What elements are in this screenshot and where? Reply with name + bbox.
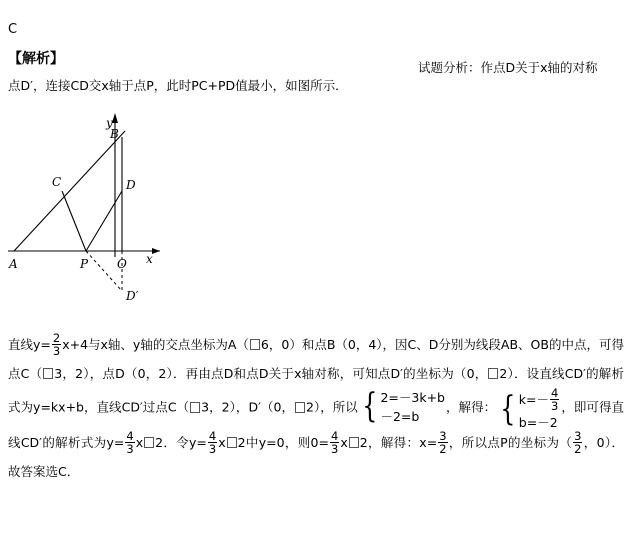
text-seg-18: ，所以点P的坐 (448, 435, 534, 450)
fraction-denominator: 3 (208, 442, 217, 456)
analysis-line-2: 点D′，连接CD交x轴于点P，此时PC+PD值最小，如图所示． (8, 78, 348, 93)
solution-system (497, 386, 560, 431)
text-seg-14: x (218, 435, 226, 450)
fraction-denominator: 3 (52, 344, 61, 358)
text-seg-15: 2中y=0，则0= (237, 435, 329, 450)
equation-line-1: 2=－3k+b (380, 390, 445, 405)
text-seg-16: x (340, 435, 348, 450)
text-seg-1: 直线y= (8, 337, 51, 352)
fraction-numerator: 2 (52, 330, 61, 345)
text-seg-17: 2，解得：x= (359, 435, 438, 450)
left-brace: { (362, 386, 378, 426)
fraction-denominator: 3 (126, 442, 134, 456)
answer-letter: C (8, 22, 18, 37)
text-seg-3: 6，0）和点B（0，4），因C、D分别为线段AB、OB的中点 (260, 337, 587, 352)
figure-label-x: x (146, 252, 153, 266)
figure-label-B: B (110, 127, 119, 141)
figure-label-D: D (126, 178, 136, 192)
solution-line-2: b=－2 (518, 415, 558, 431)
text-seg-6: 2）．设直 (499, 366, 553, 381)
fraction-4-3-b (208, 430, 217, 455)
text-seg-19: 标为（ (533, 435, 573, 450)
fraction-numerator: 4 (126, 428, 134, 443)
solution-line-1 (519, 388, 561, 413)
fraction-denominator: 2 (574, 442, 582, 456)
fraction-numerator: 4 (551, 386, 559, 400)
missing-glyph-box (488, 368, 498, 379)
fraction-3-2-a (438, 430, 447, 455)
fraction-denominator: 3 (330, 442, 339, 456)
text-seg-4: ，可得点C（ (8, 337, 624, 381)
text-seg-8: 3，2），D′（0， (201, 399, 294, 415)
fraction-denominator: 3 (551, 399, 559, 414)
figure-label-y: y (106, 116, 113, 130)
left-brace-2: { (500, 389, 516, 430)
text-seg-12: x (135, 435, 144, 450)
missing-glyph-box (250, 339, 260, 350)
text-seg-5: 3，2），点D（0，2）．再由点D和点D关于x轴对称，可知点D′的坐标为（0， (54, 366, 488, 381)
solution-body (8, 330, 624, 486)
equation-lines (380, 388, 445, 426)
missing-glyph-box (349, 437, 359, 448)
equation-line-2: －2=b (380, 409, 420, 424)
fraction-4-3-a (125, 430, 134, 455)
text-seg-2: x+4与x轴、y轴的交点坐标为A（ (62, 337, 249, 352)
text-seg-10: ，解得： (446, 399, 497, 415)
fraction-numerator: 3 (574, 428, 582, 443)
figure-label-O: O (117, 257, 127, 271)
missing-glyph-box (190, 402, 200, 413)
missing-glyph-box (144, 437, 154, 448)
missing-glyph-box (43, 368, 53, 379)
missing-glyph-box (227, 437, 237, 448)
figure-label-C: C (52, 175, 62, 189)
missing-glyph-box (295, 402, 305, 413)
text-seg-13: 2．令y= (155, 435, 207, 450)
fraction-numerator: 4 (208, 428, 217, 443)
figure-label-D-prime: D′ (126, 289, 139, 303)
geometry-figure (0, 105, 300, 315)
text-seg-20: ，0）．故答案选C． (8, 435, 624, 479)
analysis-intro-text: 试题分析：作点D关于x轴的对称 (418, 60, 598, 75)
equation-system (359, 388, 445, 428)
solution-lines (519, 388, 561, 432)
text-seg-11: ，即可得直线CD′的解析式为y= (8, 399, 624, 450)
figure-label-P: P (80, 257, 89, 271)
fraction-numerator: 3 (439, 428, 447, 443)
text-seg-9: 2），所以 (305, 399, 358, 415)
fraction-3-2-b (573, 430, 582, 455)
figure-label-A: A (9, 257, 18, 271)
fraction-numerator: 4 (330, 428, 339, 443)
analysis-heading: 【解析】 (8, 51, 64, 67)
text-seg-7: 线CD′的解析式为y=kx+b，直线CD′过点C（ (8, 366, 624, 415)
figure-svg (0, 105, 300, 315)
fraction-4-3-c (330, 430, 339, 455)
fraction-4-3-k (550, 387, 559, 412)
fraction-denominator: 2 (439, 442, 447, 456)
solution-k: k=－ (518, 392, 550, 408)
fraction-2-3 (52, 332, 61, 357)
